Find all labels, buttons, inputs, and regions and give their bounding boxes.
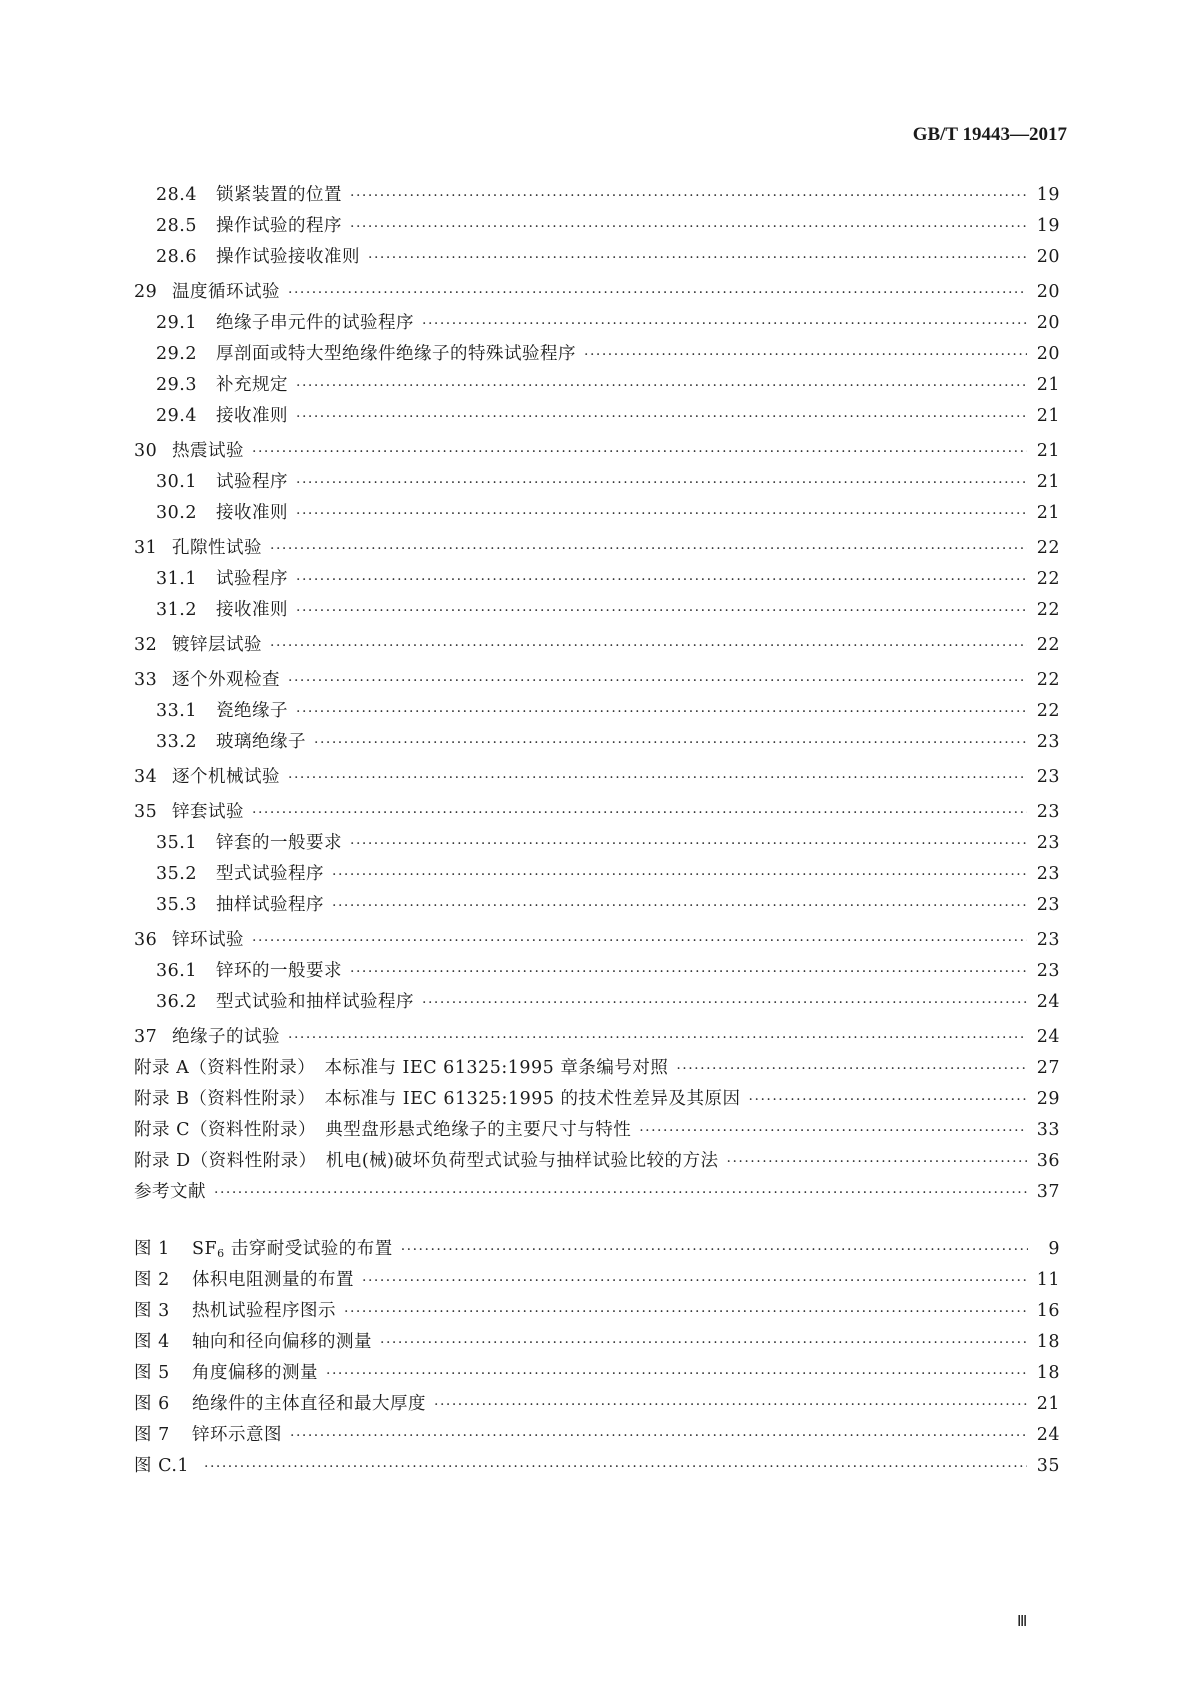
- toc-entry[interactable]: 31 孔隙性试验 ····· 22: [134, 533, 1060, 564]
- toc-entry[interactable]: 35.3 抽样试验程序 ····· 23: [134, 890, 1060, 921]
- toc-entry[interactable]: 29.1 绝缘子串元件的试验程序 ····· 20: [134, 308, 1060, 339]
- toc-entry[interactable]: 28.6 操作试验接收准则 ····· 20: [134, 242, 1060, 273]
- appendix-entry[interactable]: 附录 D（资料性附录） 机电(械)破坏负荷型式试验与抽样试验比较的方法 ····· 36: [134, 1146, 1060, 1177]
- figure-entry[interactable]: 图 6 绝缘件的主体直径和最大厚度 ····· 21: [134, 1389, 1060, 1420]
- toc-entry[interactable]: 35.1 锌套的一般要求 ····· 23: [134, 828, 1060, 859]
- toc-entry[interactable]: 29.2 厚剖面或特大型绝缘件绝缘子的特殊试验程序 ····· 20: [134, 339, 1060, 370]
- toc-entry[interactable]: 30 热震试验 ····· 21: [134, 436, 1060, 467]
- toc-entry[interactable]: 36 锌环试验 ····· 23: [134, 925, 1060, 956]
- toc-entry[interactable]: 31.1 试验程序 ····· 22: [134, 564, 1060, 595]
- toc-entry[interactable]: 28.5 操作试验的程序 ····· 19: [134, 211, 1060, 242]
- figure-entry[interactable]: 图 C.1 ····· 35: [134, 1451, 1060, 1482]
- toc-entry[interactable]: 37 绝缘子的试验 ····· 24: [134, 1022, 1060, 1053]
- toc-entry[interactable]: 29.3 补充规定 ····· 21: [134, 370, 1060, 401]
- toc-entry[interactable]: 35.2 型式试验程序 ····· 23: [134, 859, 1060, 890]
- toc-entry[interactable]: 35 锌套试验 ····· 23: [134, 797, 1060, 828]
- toc-entry[interactable]: 33.2 玻璃绝缘子 ····· 23: [134, 727, 1060, 758]
- figure-entry[interactable]: 图 7 锌环示意图 ····· 24: [134, 1420, 1060, 1451]
- references-entry[interactable]: 参考文献 ····· 37: [134, 1177, 1060, 1208]
- table-of-contents: [134, 180, 1060, 1482]
- standard-number: GB/T 19443—2017: [912, 124, 1067, 145]
- toc-entry[interactable]: 36.2 型式试验和抽样试验程序 ····· 24: [134, 987, 1060, 1018]
- toc-entry[interactable]: 28.4 锁紧装置的位置 ····· 19: [134, 180, 1060, 211]
- appendix-entry[interactable]: 附录 B（资料性附录） 本标准与 IEC 61325:1995 的技术性差异及其原因 ····· 29: [134, 1084, 1060, 1115]
- figure-entry[interactable]: 图 3 热机试验程序图示 ····· 16: [134, 1296, 1060, 1327]
- toc-entry[interactable]: 29.4 接收准则 ····· 21: [134, 401, 1060, 432]
- toc-entry[interactable]: 31.2 接收准则 ····· 22: [134, 595, 1060, 626]
- toc-entry[interactable]: 33.1 瓷绝缘子 ····· 22: [134, 696, 1060, 727]
- toc-entry[interactable]: 29 温度循环试验 ····· 20: [134, 277, 1060, 308]
- appendix-entry[interactable]: 附录 A（资料性附录） 本标准与 IEC 61325:1995 章条编号对照 ····· 27: [134, 1053, 1060, 1084]
- toc-entry[interactable]: 32 镀锌层试验 ····· 22: [134, 630, 1060, 661]
- toc-entry[interactable]: 36.1 锌环的一般要求 ····· 23: [134, 956, 1060, 987]
- figure-entry[interactable]: 图 4 轴向和径向偏移的测量 ····· 18: [134, 1327, 1060, 1358]
- figure-entry[interactable]: 图 1 $SF_6$ 击穿耐受试验的布置 ····· 9: [134, 1234, 1060, 1265]
- figure-entry[interactable]: 图 2 体积电阻测量的布置 ····· 11: [134, 1265, 1060, 1296]
- toc-entry[interactable]: 33 逐个外观检查 ····· 22: [134, 665, 1060, 696]
- figure-entry[interactable]: 图 5 角度偏移的测量 ····· 18: [134, 1358, 1060, 1389]
- toc-entry[interactable]: 30.2 接收准则 ····· 21: [134, 498, 1060, 529]
- toc-entry[interactable]: 30.1 试验程序 ····· 21: [134, 467, 1060, 498]
- appendix-entry[interactable]: 附录 C（资料性附录） 典型盘形悬式绝缘子的主要尺寸与特性 ····· 33: [134, 1115, 1060, 1146]
- section-gap: [134, 1208, 1060, 1234]
- toc-entry[interactable]: 34 逐个机械试验 ····· 23: [134, 762, 1060, 793]
- page-number: Ⅲ: [1017, 1612, 1028, 1630]
